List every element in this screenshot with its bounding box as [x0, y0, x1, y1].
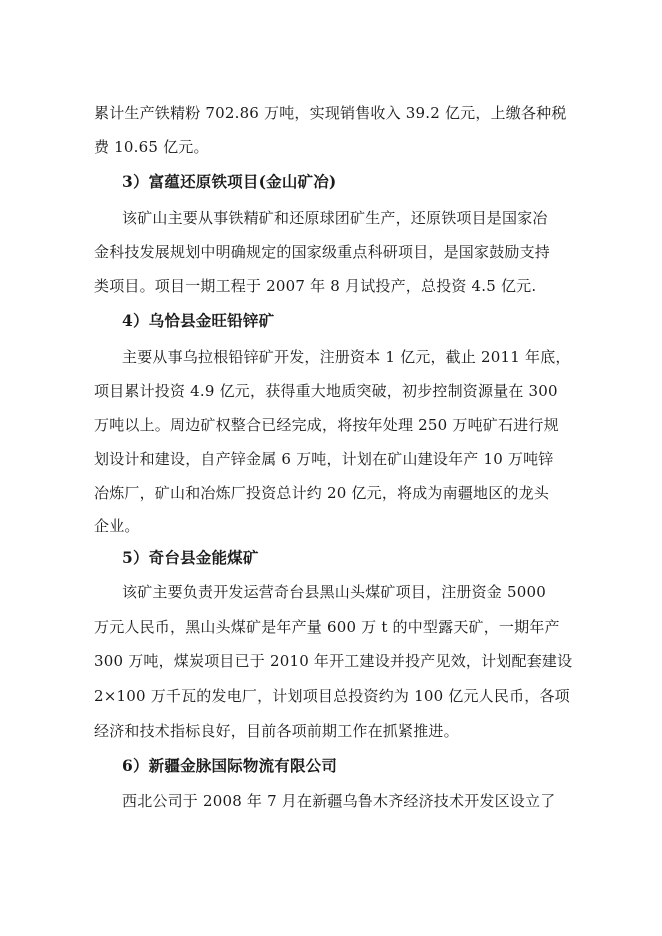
text-line-16: 万元人民币，黑山头煤矿是年产量 600 万 t 的中型露天矿，一期年产 — [94, 618, 560, 636]
text-line-19: 经济和技术指标良好，目前各项前期工作在抓紧推进。 — [94, 722, 459, 740]
text-line-13: 企业。 — [94, 517, 140, 535]
text-line-4: 该矿山主要从事铁精矿和还原球团矿生产，还原铁项目是国家冶 — [122, 209, 548, 227]
text-line-8: 主要从事乌拉根铅锌矿开发，注册资本 1 亿元，截止 2011 年底， — [122, 348, 571, 366]
text-line-12: 冶炼厂，矿山和冶炼厂投资总计约 20 亿元，将成为南疆地区的龙头 — [94, 484, 550, 502]
text-line-21: 西北公司于 2008 年 7 月在新疆乌鲁木齐经济技术开发区设立了 — [122, 792, 556, 810]
text-line-6: 类项目。项目一期工程于 2007 年 8 月试投产，总投资 4.5 亿元. — [94, 277, 537, 295]
text-line-15: 该矿主要负责开发运营奇台县黑山头煤矿项目，注册资金 5000 — [122, 583, 546, 601]
section-heading-6: 6）新疆金脉国际物流有限公司 — [122, 756, 338, 775]
text-line-2: 费 10.65 亿元。 — [94, 138, 209, 156]
text-line-5: 金科技发展规划中明确规定的国家级重点科研项目，是国家鼓励支持 — [94, 243, 551, 261]
text-line-17: 300 万吨，煤炭项目已于 2010 年开工建设并投产见效，计划配套建设 — [94, 652, 573, 670]
text-line-18: 2×100 万千瓦的发电厂，计划项目总投资约为 100 亿元人民币，各项 — [94, 687, 570, 705]
text-line-10: 万吨以上。周边矿权整合已经完成，将按年处理 250 万吨矿石进行规 — [94, 416, 559, 434]
section-heading-5: 5）奇台县金能煤矿 — [122, 548, 259, 567]
section-heading-4: 4）乌恰县金旺铅锌矿 — [122, 311, 275, 330]
section-heading-3: 3）富蕴还原铁项目(金山矿冶) — [122, 172, 337, 191]
text-line-9: 项目累计投资 4.9 亿元，获得重大地质突破，初步控制资源量在 300 — [94, 382, 558, 400]
text-line-1: 累计生产铁精粉 702.86 万吨，实现销售收入 39.2 亿元，上缴各种税 — [94, 104, 567, 122]
text-line-11: 划设计和建设，自产锌金属 6 万吨，计划在矿山建设年产 10 万吨锌 — [94, 450, 554, 468]
